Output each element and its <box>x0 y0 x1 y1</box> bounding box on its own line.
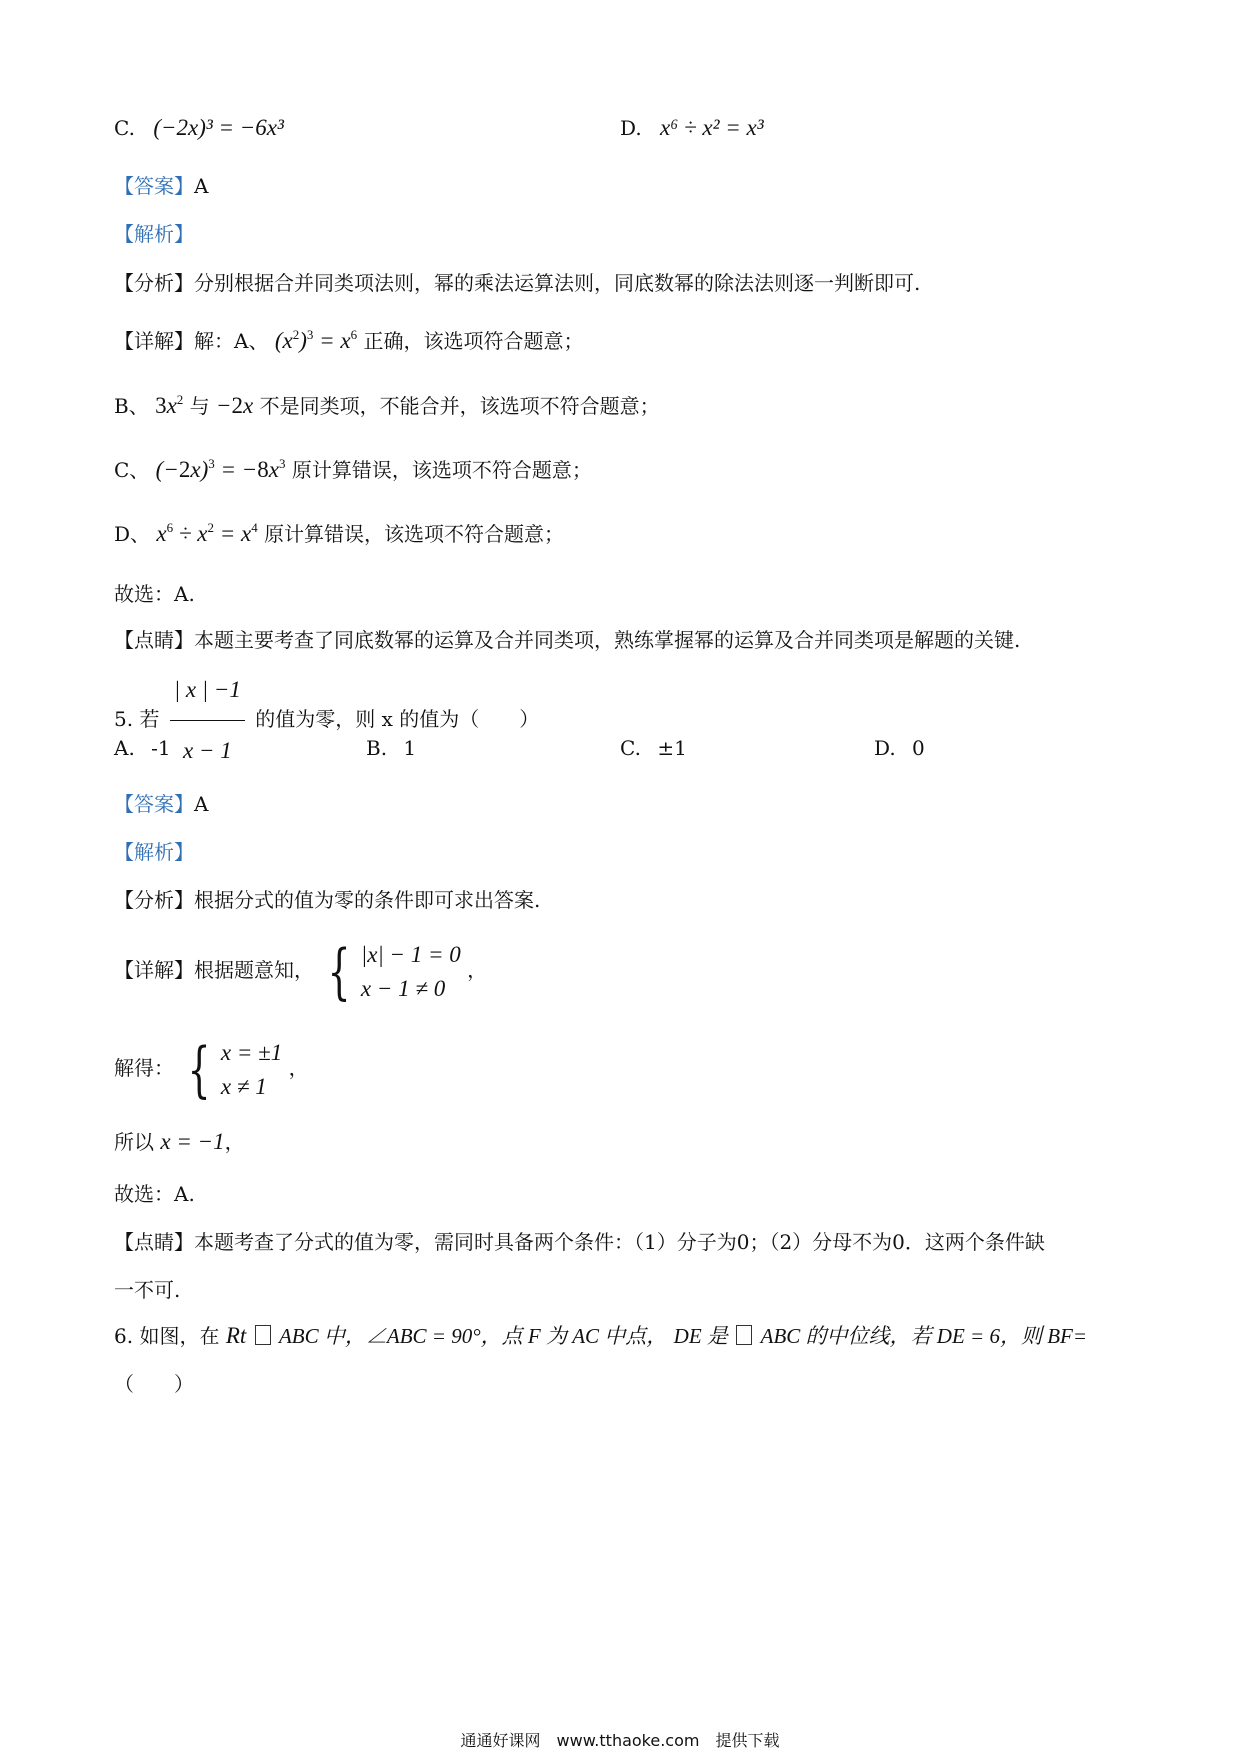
expression-b: $3x^2$ <box>155 392 184 418</box>
expression-c: $(-2x)^3 = -8x^3$ <box>155 456 286 482</box>
option-d-expression: x⁶ ÷ x² = x³ <box>660 115 764 140</box>
detail-prefix: C、 <box>114 458 150 482</box>
question-6-paren: （ ） <box>114 1372 194 1396</box>
comma: ， <box>288 1056 309 1080</box>
stem-text: ABC 中，∠ABC = 90°，点 F 为 AC 中点， <box>278 1324 668 1348</box>
stem-prefix: 5. 若 <box>114 707 160 731</box>
detail-line-d <box>114 520 564 548</box>
expression-a: $(x^2)^3 = x^6$ <box>274 327 358 353</box>
jiexi-tag: 【解析】 <box>114 222 194 246</box>
detail-prefix: D、 <box>114 522 151 546</box>
left-brace-icon: { <box>327 936 351 1007</box>
rt-text: Rt <box>225 1323 247 1348</box>
detail-prefix: 【详解】解：A、 <box>114 329 269 353</box>
dianjing-line-continued: 一不可. <box>114 1278 181 1302</box>
comma: ， <box>224 1130 245 1154</box>
page-footer: 通通好课网 www.tthaoke.com 提供下载 <box>460 1731 780 1750</box>
option-d-row <box>620 114 764 142</box>
expression-b2: −2x <box>216 393 254 418</box>
option-value: ±1 <box>657 736 687 760</box>
option-label: D. <box>620 116 642 140</box>
jiexi-tag: 【解析】 <box>114 840 194 864</box>
question-5-stem <box>114 662 539 779</box>
solution-system <box>221 1036 282 1104</box>
option-label: C. <box>620 736 641 760</box>
left-brace-icon: { <box>187 1034 211 1105</box>
system-equation: x − 1 ≠ 0 <box>360 975 446 1001</box>
detail-system-line <box>114 934 487 1006</box>
detail-line-b <box>114 392 660 420</box>
question-6-stem <box>114 1322 1087 1350</box>
detail-suffix: 正确，该选项符合题意； <box>363 329 584 353</box>
expression-d: $x^6 \div x^2 = x^4$ <box>156 520 258 546</box>
stem-suffix: 的值为零，则 x 的值为（ ） <box>255 707 540 731</box>
detail-suffix: 原计算错误，该选项不符合题意； <box>264 522 565 546</box>
option-label: A. <box>114 736 135 760</box>
answer-tag: 【答案】 <box>114 174 194 198</box>
detail-suffix: 不是同类项，不能合并，该选项不符合题意； <box>259 394 660 418</box>
choose-line: 故选：A. <box>114 582 195 606</box>
option-label: C. <box>114 116 135 140</box>
option-c <box>620 734 687 762</box>
option-value: 1 <box>403 736 417 760</box>
stem-text: DE 是 <box>673 1324 728 1348</box>
so-prefix: 所以 <box>114 1130 154 1154</box>
system-equation: |x| − 1 = 0 <box>360 941 461 967</box>
stem-text: 6. 如图，在 <box>114 1324 220 1348</box>
option-d <box>874 734 925 762</box>
option-value: 0 <box>912 736 925 760</box>
triangle-placeholder-icon <box>736 1325 752 1345</box>
option-value: -1 <box>151 736 171 760</box>
choose-line: 故选：A. <box>114 1182 195 1206</box>
fraction-numerator: | x | −1 <box>170 662 245 721</box>
analysis-line: 【分析】根据分式的值为零的条件即可求出答案. <box>114 888 541 912</box>
detail-prefix: 【详解】根据题意知， <box>114 958 314 982</box>
analysis-line: 【分析】分别根据合并同类项法则，幂的乘法运算法则，同底数幂的除法法则逐一判断即可. <box>114 271 921 295</box>
detail-prefix: B、 <box>114 394 149 418</box>
fraction-denominator: x − 1 <box>183 738 232 763</box>
dianjing-line: 【点睛】本题主要考查了同底数幂的运算及合并同类项，熟练掌握幂的运算及合并同类项是解题的关键. <box>114 628 1021 652</box>
connector-text: 与 <box>189 394 210 418</box>
answer-value: A <box>194 174 209 198</box>
detail-line-a <box>114 327 583 355</box>
option-a <box>114 734 171 762</box>
solve-system-line <box>114 1032 309 1104</box>
conclusion-line <box>114 1128 245 1156</box>
solve-prefix: 解得： <box>114 1056 174 1080</box>
equation-system <box>361 938 461 1006</box>
dianjing-line: 【点睛】本题考查了分式的值为零，需同时具备两个条件：（1）分子为0；（2）分母不为0．这两个条件缺 <box>114 1230 1045 1254</box>
triangle-placeholder-icon <box>255 1325 271 1345</box>
answer-value: A <box>194 792 209 816</box>
option-c-expression: (−2x)³ = −6x³ <box>153 115 284 140</box>
answer-line <box>114 790 208 818</box>
option-label: B. <box>366 736 388 760</box>
system-equation: x ≠ 1 <box>220 1073 267 1099</box>
option-label: D. <box>874 736 896 760</box>
conclusion-expression: x = −1 <box>160 1129 225 1154</box>
fraction <box>170 662 245 779</box>
answer-tag: 【答案】 <box>114 792 194 816</box>
option-c-row <box>114 114 284 142</box>
detail-line-c <box>114 456 592 484</box>
stem-text: ABC 的中位线，若 DE = 6，则 BF= <box>760 1324 1088 1348</box>
detail-suffix: 原计算错误，该选项不符合题意； <box>291 458 592 482</box>
option-b <box>366 734 416 762</box>
answer-line <box>114 172 208 200</box>
comma: ， <box>467 958 488 982</box>
system-equation: x = ±1 <box>220 1039 283 1065</box>
